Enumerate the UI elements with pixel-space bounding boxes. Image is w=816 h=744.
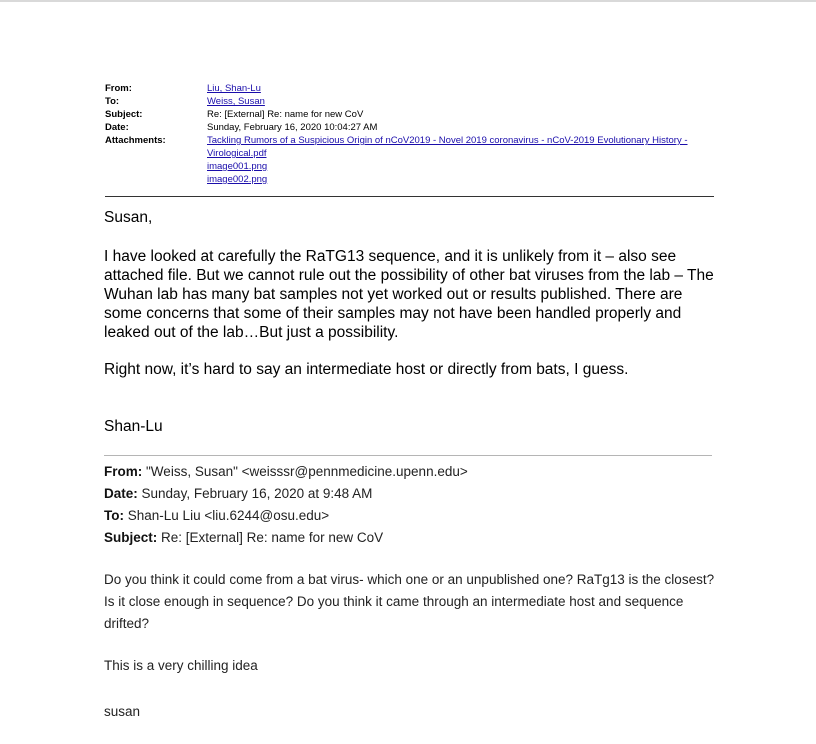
- quoted-subject-label: Subject:: [104, 530, 158, 545]
- attachment-link[interactable]: image001.png: [207, 161, 268, 172]
- quoted-paragraph: This is a very chilling idea: [104, 658, 258, 673]
- to-label: To:: [105, 96, 120, 107]
- subject-label: Subject:: [105, 109, 143, 120]
- message-paragraph: I have looked at carefully the RaTG13 sequence, and it is unlikely from it – also see attached file. But we cannot rule out the possibility of other bat viruses from the lab – The Wuhan lab has many bat samples not yet worked out or results published. There are some concerns that some of their samples may not have been handled properly and leaked out of the lab…But just a possibility.: [104, 248, 714, 341]
- quoted-date-row: [104, 483, 468, 505]
- from-label: From:: [105, 83, 132, 94]
- attachments-label: Attachments:: [105, 135, 166, 146]
- subject-value: Re: [External] Re: name for new CoV: [207, 109, 364, 120]
- quoted-header: [104, 461, 468, 549]
- quoted-to-label: To:: [104, 508, 124, 523]
- quoted-subject-value: Re: [External] Re: name for new CoV: [161, 530, 384, 545]
- quoted-to-row: [104, 505, 468, 527]
- quoted-from-label: From:: [104, 464, 143, 479]
- email-header: [105, 82, 715, 186]
- quoted-from-value: "Weiss, Susan" <weisssr@pennmedicine.upenn.edu>: [146, 464, 468, 479]
- quoted-subject-row: [104, 527, 468, 549]
- date-label: Date:: [105, 122, 129, 133]
- subject-row: [105, 108, 715, 121]
- attachments-row: [105, 134, 715, 186]
- to-link[interactable]: Weiss, Susan: [207, 96, 265, 107]
- quoted-from-row: [104, 461, 468, 483]
- date-value: Sunday, February 16, 2020 10:04:27 AM: [207, 122, 378, 133]
- quoted-date-label: Date:: [104, 486, 138, 501]
- message-paragraph: Right now, it’s hard to say an intermediate host or directly from bats, I guess.: [104, 361, 629, 378]
- quoted-paragraph: Do you think it could come from a bat virus- which one or an unpublished one? RaTg13 is the closest? Is it close enough in sequence? Do you think it came through an intermediate host and sequence drifted?: [104, 572, 715, 631]
- date-row: [105, 121, 715, 134]
- quoted-to-value: Shan-Lu Liu <liu.6244@osu.edu>: [127, 508, 330, 523]
- header-divider: [105, 196, 714, 197]
- quoted-signature: susan: [104, 704, 141, 719]
- attachments-list: [207, 134, 715, 186]
- greeting: Susan,: [104, 209, 153, 226]
- from-row: [105, 82, 715, 95]
- signature: Shan-Lu: [104, 418, 163, 435]
- to-row: [105, 95, 715, 108]
- attachment-link[interactable]: image002.png: [207, 174, 268, 185]
- top-border: [0, 0, 816, 2]
- from-link[interactable]: Liu, Shan-Lu: [207, 83, 261, 94]
- quoted-divider: [104, 455, 712, 456]
- attachment-link[interactable]: Tackling Rumors of a Suspicious Origin of nCoV2019 - Novel 2019 coronavirus - nCoV-2019 Evolutionary History - Virological.pdf: [207, 135, 688, 159]
- quoted-date-value: Sunday, February 16, 2020 at 9:48 AM: [141, 486, 373, 501]
